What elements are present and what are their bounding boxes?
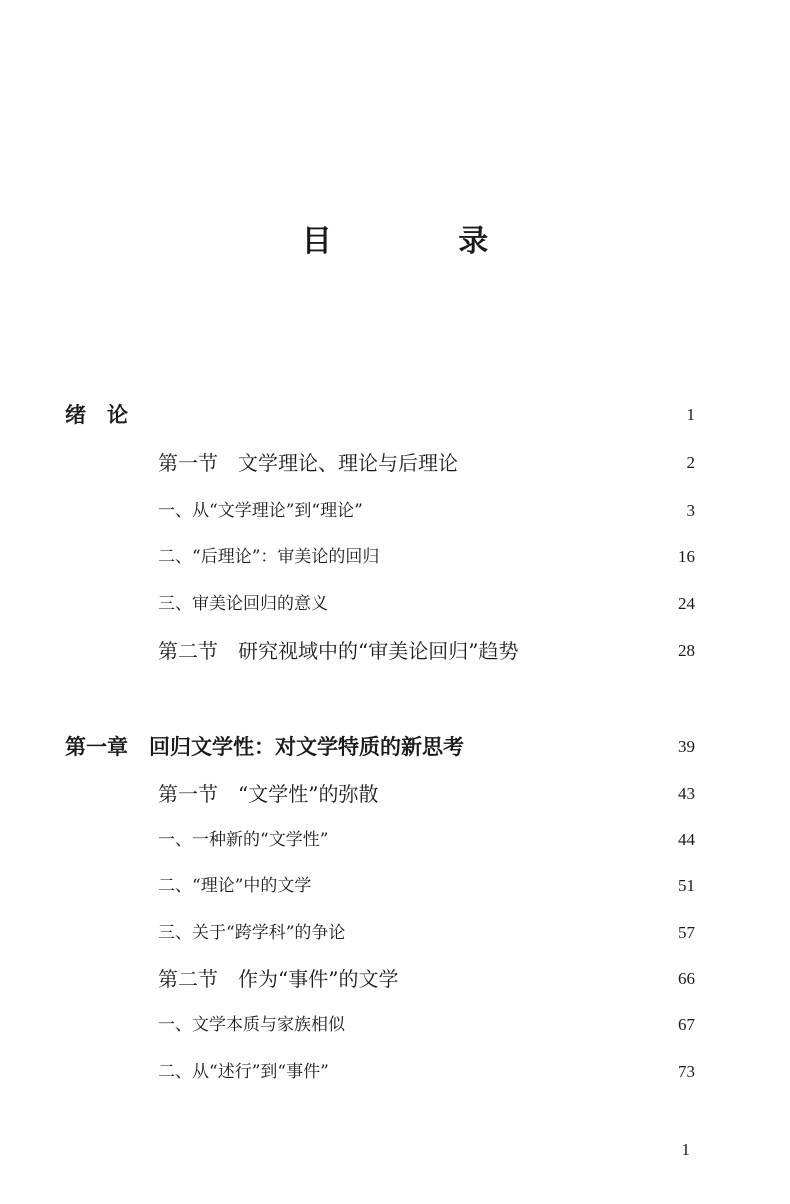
toc-entry-page: 43 (678, 784, 695, 803)
toc-entry[interactable] (0, 398, 790, 432)
toc-entry-label: 一、一种新的“文学性” (158, 830, 329, 850)
toc-entry-page: 51 (678, 876, 695, 895)
toc-entry-page: 2 (686, 453, 695, 472)
toc-entry-page: 73 (678, 1062, 695, 1081)
toc-entry[interactable] (0, 540, 790, 574)
toc-entry-label: 绪 论 (65, 402, 128, 427)
toc-entry-label: 第二节 作为“事件”的文学 (158, 967, 399, 991)
toc-entry-page: 66 (678, 969, 695, 988)
toc-entry[interactable] (0, 869, 790, 903)
toc-entry-label: 第二节 研究视域中的“审美论回归”趋势 (158, 639, 519, 663)
toc-entry[interactable] (0, 1055, 790, 1089)
toc-entry[interactable] (0, 777, 790, 811)
toc-entry-label: 二、“后理论”：审美论的回归 (158, 547, 380, 567)
page-title: 目 录 (301, 224, 547, 259)
toc-entry-page: 24 (678, 594, 695, 613)
toc-entry-label: 一、文学本质与家族相似 (158, 1015, 345, 1035)
toc-entry-label: 三、审美论回归的意义 (158, 594, 328, 614)
toc-entry-label: 三、关于“跨学科”的争论 (158, 923, 346, 943)
toc-entry-page: 1 (686, 405, 695, 424)
toc-entry-page: 57 (678, 923, 695, 942)
toc-entry-page: 3 (686, 501, 695, 520)
toc-entry-page: 28 (678, 641, 695, 660)
toc-entry-label: 第一章 回归文学性：对文学特质的新思考 (65, 734, 464, 759)
toc-entry[interactable] (0, 446, 790, 480)
toc-entry[interactable] (0, 587, 790, 621)
toc-entry[interactable] (0, 634, 790, 668)
toc-entry-label: 第一节 “文学性”的弥散 (158, 782, 379, 806)
toc-entry-page: 16 (678, 547, 695, 566)
toc-entry[interactable] (0, 916, 790, 950)
toc-entry[interactable] (0, 823, 790, 857)
toc-entry-label: 二、“理论”中的文学 (158, 876, 312, 896)
toc-entry[interactable] (0, 1008, 790, 1042)
toc-entry[interactable] (0, 494, 790, 528)
toc-entry-label: 一、从“文学理论”到“理论” (158, 501, 363, 521)
toc-entry-label: 第一节 文学理论、理论与后理论 (158, 451, 458, 475)
toc-entry-page: 67 (678, 1015, 695, 1034)
toc-entry-page: 44 (678, 830, 695, 849)
page-number: 1 (681, 1140, 690, 1159)
toc-entry-page: 39 (678, 737, 695, 756)
toc-entry-label: 二、从“述行”到“事件” (158, 1062, 329, 1082)
toc-entry[interactable] (0, 730, 790, 764)
toc-entry[interactable] (0, 962, 790, 996)
